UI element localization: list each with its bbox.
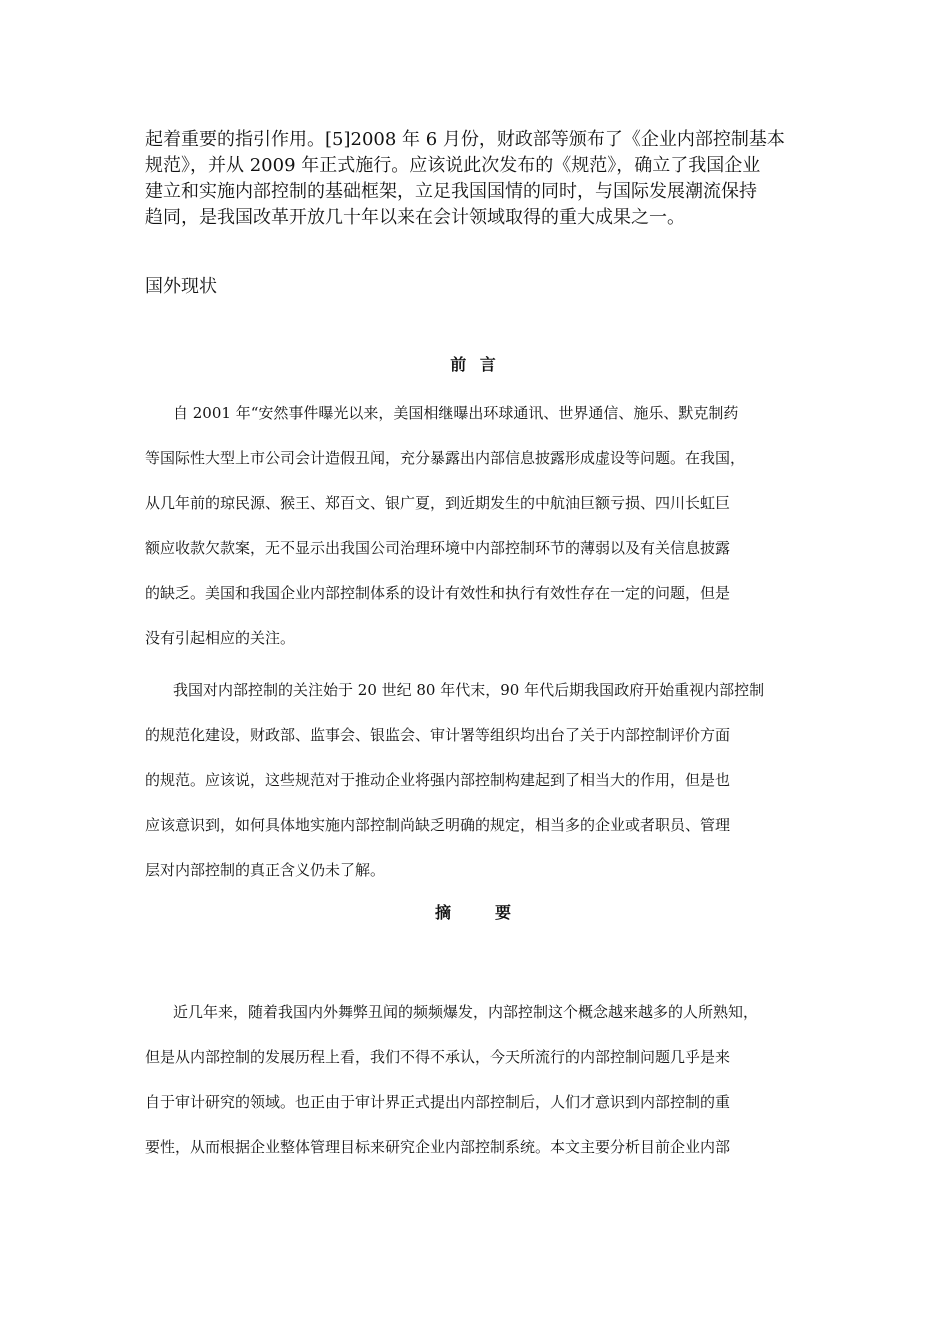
text-line: 等国际性大型上市公司会计造假丑闻，充分暴露出内部信息披露形成虚设等问题。在我国， [145, 449, 746, 467]
abstract-paragraph-1 [145, 990, 815, 1170]
text-line: 层对内部控制的真正含义仍未了解。 [145, 861, 386, 879]
preface-title: 前 言 [450, 355, 500, 374]
text-line: 要性，从而根据企业整体管理目标来研究企业内部控制系统。本文主要分析目前企业内部 [145, 1138, 731, 1156]
intro-paragraph [145, 127, 815, 231]
preface-paragraph-1 [145, 391, 815, 661]
abstract-title: 摘 要 [434, 903, 515, 922]
text-line: 没有引起相应的关注。 [145, 629, 296, 647]
text-line: 的规范。应该说，这些规范对于推动企业将强内部控制构建起到了相当大的作用，但是也 [145, 771, 731, 789]
text-line: 额应收款欠款案，无不显示出我国公司治理环境中内部控制环节的薄弱以及有关信息披露 [145, 539, 731, 557]
text-line: 应该意识到，如何具体地实施内部控制尚缺乏明确的规定，相当多的企业或者职员、管理 [145, 816, 731, 834]
text-line: 建立和实施内部控制的基础框架，立足我国国情的同时，与国际发展潮流保持 [145, 181, 757, 202]
text-line: 但是从内部控制的发展历程上看，我们不得不承认，今天所流行的内部控制问题几乎是来 [145, 1048, 731, 1066]
text-line: 我国对内部控制的关注始于 20 世纪 80 年代末，90 年代后期我国政府开始重视内部控制 [173, 681, 765, 699]
text-line: 趋同，是我国改革开放几十年以来在会计领域取得的重大成果之一。 [145, 207, 685, 228]
section-heading: 国外现状 [145, 276, 217, 297]
text-line: 自于审计研究的领域。也正由于审计界正式提出内部控制后，人们才意识到内部控制的重 [145, 1093, 731, 1111]
text-line: 自 2001 年“安然事件曝光以来，美国相继曝出环球通讯、世界通信、施乐、默克制药 [173, 404, 739, 422]
text-line: 从几年前的琼民源、猴王、郑百文、银广夏，到近期发生的中航油巨额亏损、四川长虹巨 [145, 494, 731, 512]
text-line: 的缺乏。美国和我国企业内部控制体系的设计有效性和执行有效性存在一定的问题，但是 [145, 584, 731, 602]
preface-paragraph-2 [145, 668, 815, 893]
text-line: 近几年来，随着我国内外舞弊丑闻的频频爆发，内部控制这个概念越来越多的人所熟知， [173, 1003, 759, 1021]
text-line: 起着重要的指引作用。[5]2008 年 6 月份，财政部等颁布了《企业内部控制基本 [145, 129, 785, 150]
text-line: 的规范化建设，财政部、监事会、银监会、审计署等组织均出台了关于内部控制评价方面 [145, 726, 731, 744]
text-line: 规范》，并从 2009 年正式施行。应该说此次发布的《规范》，确立了我国企业 [145, 155, 761, 176]
